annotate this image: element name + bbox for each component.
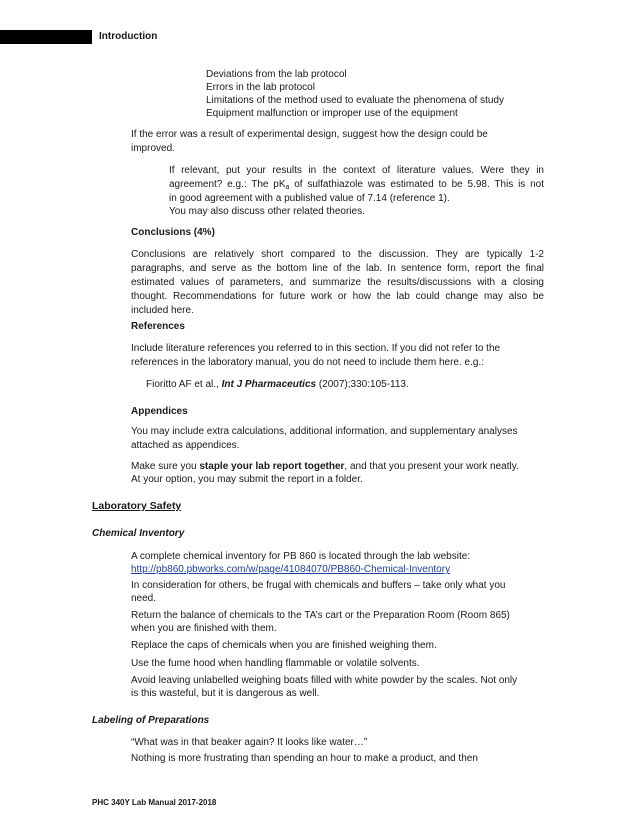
references-line: Include literature references you referred to in this section. If you did not refer to the [131,343,501,354]
error-para-line: If the error was a result of experimental design, suggest how the design could be [131,129,488,140]
footer-text: PHC 340Y Lab Manual 2017-2018 [92,798,217,807]
frustrating-line: Nothing is more frustrating than spending an hour to make a product, and then [131,753,478,764]
bullet-equipment: Equipment malfunction or improper use of the equipment [206,108,458,119]
literature-line: If relevant, put your results in the context of literature values. Were they in [169,165,544,176]
conclusions-line: thought. Recommendations for future work or how the lab could change may also be [131,291,544,302]
bullet-limitations: Limitations of the method used to evaluate the phenomena of study [206,95,504,106]
literature-line: in good agreement with a published value of 7.14 (reference 1). [169,193,450,204]
staple-line: Make sure you staple your lab report together, and that you present your work neatly. [131,461,519,472]
inventory-link[interactable]: http://pb860.pbworks.com/w/page/41084070/PB860-Chemical-Inventory [131,564,451,575]
conclusions-line: Conclusions are relatively short compared to the discussion. They are typically 1-2 [131,249,544,260]
conclusions-line: included here. [131,305,194,316]
folder-line: At your option, you may submit the report in a folder. [131,474,363,485]
boats-line: is this wasteful, but it is dangerous as well. [131,688,320,699]
conclusions-line: paragraphs, and serve as the bottom line of the lab. In sentence form, report the final [131,263,544,274]
return-line: Return the balance of chemicals to the TA’s cart or the Preparation Room (Room 865) [131,610,510,621]
references-heading: References [131,321,185,332]
references-line: references in the laboratory manual, you do not need to include them here. e.g.: [131,357,484,368]
appendices-heading: Appendices [131,406,188,417]
frugal-line: In consideration for others, be frugal with chemicals and buffers – take only what you [131,580,506,591]
conclusions-line: estimated values of parameters, and summarize the results/discussions with a closing [131,277,544,288]
bullet-errors: Errors in the lab protocol [206,82,315,93]
boats-line: Avoid leaving unlabelled weighing boats filled with white powder by the scales. Not only [131,675,518,686]
literature-line: You may also discuss other related theories. [169,206,365,217]
hood-line: Use the fume hood when handling flammable or volatile solvents. [131,658,420,669]
reference-example: Fioritto AF et al., Int J Pharmaceutics (2007);330:105-113. [146,379,409,390]
literature-line: agreement? e.g.: The $pK_a$ of sulfathiazole was estimated to be 5.98. This is not [169,179,545,191]
conclusions-heading: Conclusions (4%) [131,227,215,238]
safety-heading: Laboratory Safety [92,500,182,512]
frugal-line: need. [131,593,157,604]
error-para-line: improved. [131,143,175,154]
appendices-line: You may include extra calculations, additional information, and supplementary analyses [131,426,518,437]
chemical-inventory-heading: Chemical Inventory [92,528,185,539]
inventory-line: A complete chemical inventory for PB 860 is located through the lab website: [131,551,471,562]
bullet-deviations: Deviations from the lab protocol [206,69,347,80]
header-bar [0,30,92,44]
header-title: Introduction [99,31,158,42]
return-line: when you are finished with them. [131,623,277,634]
appendices-line: attached as appendices. [131,440,240,451]
beaker-quote: “What was in that beaker again? It looks like water…” [131,737,368,748]
caps-line: Replace the caps of chemicals when you are finished weighing them. [131,640,437,651]
labeling-heading: Labeling of Preparations [92,715,210,726]
